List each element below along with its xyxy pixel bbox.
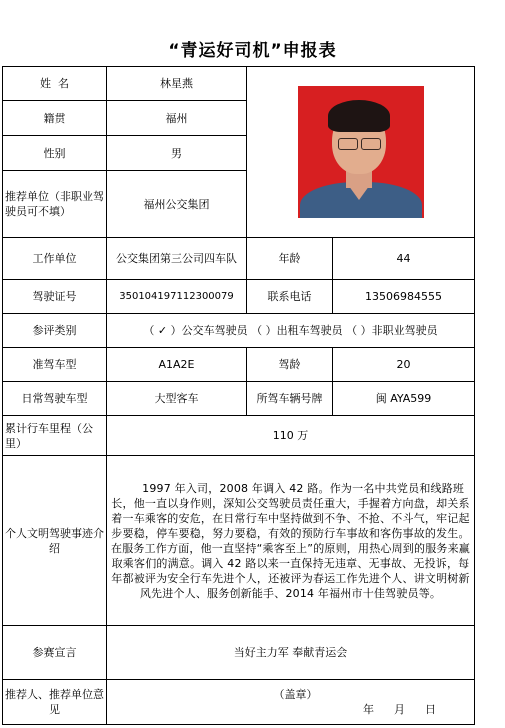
portrait-photo [298,86,424,218]
work-unit-label: 工作单位 [3,238,107,280]
name-label: 姓 名 [3,67,107,101]
deeds-label: 个人文明驾驶事迹介绍 [3,456,107,626]
license-value: 350104197112300079 [107,280,247,314]
date-month: 月 [394,703,405,716]
pledge-value: 当好主力军 奉献青运会 [107,626,475,680]
age-label: 年龄 [247,238,333,280]
plate-label: 所驾车辆号牌 [247,382,333,416]
deeds-text: 1997 年入司，2008 年调入 42 路。作为一名中共党员和线路班长，他一直以身作则，深知公交驾驶员责任重大，手握着方向盘，却关系着一车乘客的安危，在日常行车中坚持做到不争、不抢、不斗气，牢记起步要稳，停车要稳，努力要稳，有效的预防行车事故和客伤事故的发生。在服务工作方面，他一直坚持“乘客至上”的原则，用热心周到的服务来赢取乘客们的满意。调入 42 路以来一直保持无违章、无事故、无投诉，每年都被评为安全行车先进个人，还被评为春运工作先进个人、讲文明树新风先进个人、服务创新能手、2014 年福州市十佳驾驶员等。 [107,456,475,626]
recommending-unit-label: 推荐单位（非职业驾驶员可不填） [3,171,107,238]
mileage-value: 110 万 [107,416,475,456]
recommender-opinion [107,680,475,725]
application-form [2,66,475,725]
gender-label: 性别 [3,136,107,171]
pledge-label: 参赛宣言 [3,626,107,680]
driving-years-label: 驾龄 [247,348,333,382]
gender-value: 男 [107,136,247,171]
driving-years-value: 20 [333,348,475,382]
date-line [109,702,472,717]
recommender-label: 推荐人、推荐单位意见 [3,680,107,725]
vehicle-type-value: A1A2E [107,348,247,382]
form-title: “青运好司机”申报表 [168,41,337,61]
vehicle-type-label: 准驾车型 [3,348,107,382]
category-value: （ ✓ ）公交车驾驶员 （ ）出租车驾驶员 （ ）非职业驾驶员 [107,314,475,348]
license-label: 驾驶证号 [3,280,107,314]
plate-value: 闽 AYA599 [333,382,475,416]
origin-value: 福州 [107,101,247,136]
date-day: 日 [425,703,436,716]
daily-vehicle-label: 日常驾驶车型 [3,382,107,416]
photo-cell [247,67,475,238]
category-label: 参评类别 [3,314,107,348]
name-value: 林星燕 [107,67,247,101]
date-year: 年 [363,703,374,716]
phone-label: 联系电话 [247,280,333,314]
origin-label: 籍贯 [3,101,107,136]
age-value: 44 [333,238,475,280]
daily-vehicle-value: 大型客车 [107,382,247,416]
phone-value: 13506984555 [333,280,475,314]
work-unit-value: 公交集团第三公司四车队 [107,238,247,280]
seal-placeholder: （盖章） [273,688,318,701]
mileage-label: 累计行车里程（公里） [3,416,107,456]
recommending-unit-value: 福州公交集团 [107,171,247,238]
